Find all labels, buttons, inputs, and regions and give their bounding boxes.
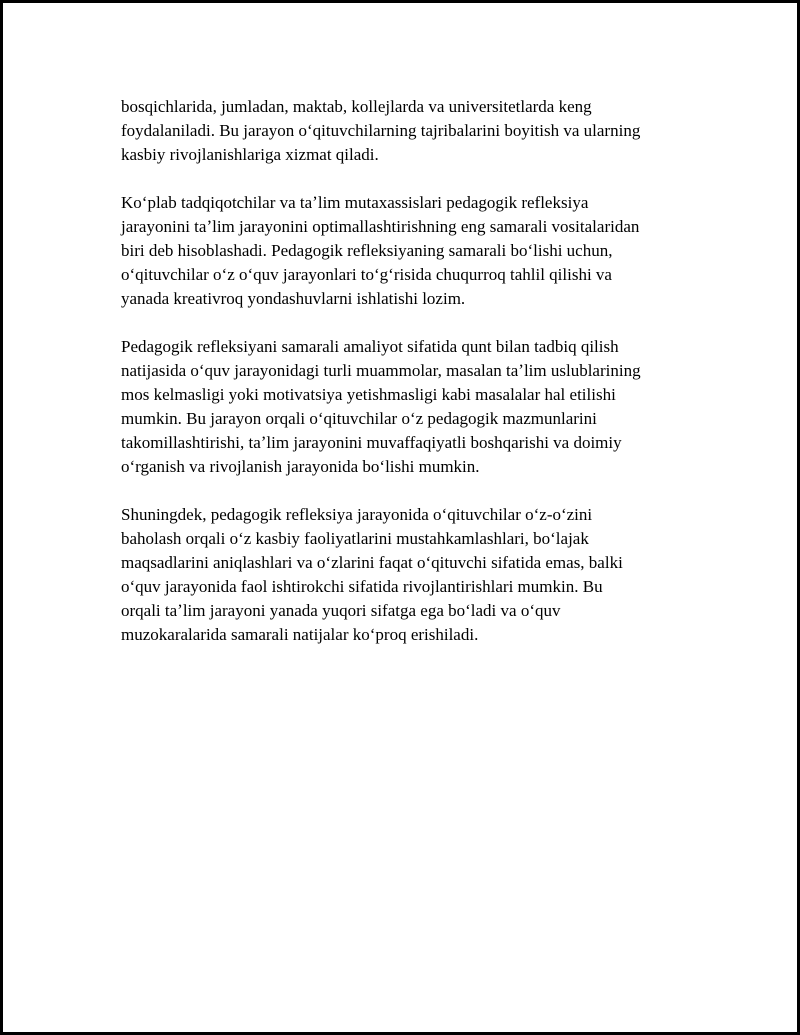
text-line: mos kelmasligi yoki motivatsiya yetishmasligi kabi masalalar hal etilishi (121, 385, 616, 404)
text-line: oʻrganish va rivojlanish jarayonida boʻlishi mumkin. (121, 457, 480, 476)
text-line: Koʻplab tadqiqotchilar va taʼlim mutaxassislari pedagogik refleksiya (121, 193, 589, 212)
document-body (121, 95, 701, 671)
text-line: Pedagogik refleksiyani samarali amaliyot sifatida qunt bilan tadbiq qilish (121, 337, 619, 356)
text-line: baholash orqali oʻz kasbiy faoliyatlarini mustahkamlashlari, boʻlajak (121, 529, 589, 548)
text-line: mumkin. Bu jarayon orqali oʻqituvchilar oʻz pedagogik mazmunlarini (121, 409, 597, 428)
text-line: kasbiy rivojlanishlariga xizmat qiladi. (121, 145, 379, 164)
text-line: orqali taʼlim jarayoni yanada yuqori sifatga ega boʻladi va oʻquv (121, 601, 561, 620)
text-line: yanada kreativroq yondashuvlarni ishlatishi lozim. (121, 289, 466, 308)
text-line: jarayonini taʼlim jarayonini optimallashtirishning eng samarali vositalaridan (121, 217, 640, 236)
text-line: muzokaralarida samarali natijalar koʻproq erishiladi. (121, 625, 479, 644)
text-line: oʻqituvchilar oʻz oʻquv jarayonlari toʻgʻrisida chuqurroq tahlil qilishi va (121, 265, 612, 284)
text-line: Shuningdek, pedagogik refleksiya jarayonida oʻqituvchilar oʻz-oʻzini (121, 505, 593, 524)
paragraph-3 (121, 335, 701, 479)
text-line: oʻquv jarayonida faol ishtirokchi sifatida rivojlantirishlari mumkin. Bu (121, 577, 603, 596)
text-line: natijasida oʻquv jarayonidagi turli muammolar, masalan taʼlim uslublarining (121, 361, 641, 380)
text-line: bosqichlarida, jumladan, maktab, kollejlarda va universitetlarda keng (121, 97, 592, 116)
text-line: takomillashtirishi, taʼlim jarayonini muvaffaqiyatli boshqarishi va doimiy (121, 433, 622, 452)
paragraph-2 (121, 191, 701, 311)
paragraph-4 (121, 503, 701, 647)
text-line: biri deb hisoblashadi. Pedagogik refleksiyaning samarali boʻlishi uchun, (121, 241, 613, 260)
text-line: foydalaniladi. Bu jarayon oʻqituvchilarning tajribalarini boyitish va ularning (121, 121, 641, 140)
text-line: maqsadlarini aniqlashlari va oʻzlarini faqat oʻqituvchi sifatida emas, balki (121, 553, 623, 572)
paragraph-1 (121, 95, 701, 167)
